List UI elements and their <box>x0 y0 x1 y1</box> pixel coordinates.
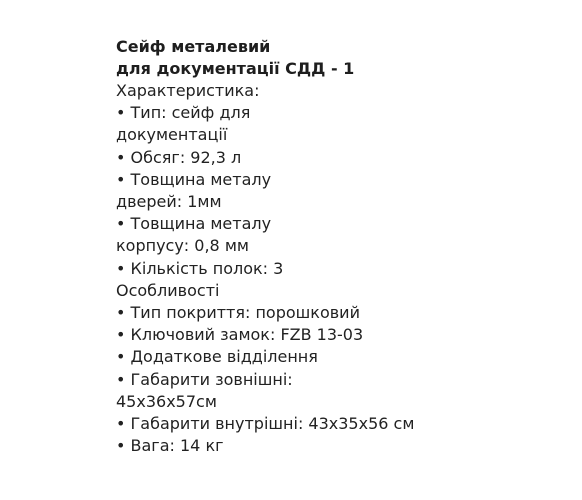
spec-type-line-2: документації <box>116 125 228 145</box>
spec-door-thickness-line-1: • Товщина металу <box>116 169 272 189</box>
spec-body-thickness-line-2: корпусу: 0,8 мм <box>116 236 249 256</box>
spec-type-line-1: • Тип: сейф для <box>116 103 251 123</box>
spec-door-thickness-line-2: дверей: 1мм <box>116 192 222 212</box>
feature-coating: • Тип покриття: порошковий <box>116 303 360 323</box>
features-heading: Особливості <box>116 280 220 300</box>
specs-list <box>116 80 556 457</box>
feature-outer-dimensions-line-1: • Габарити зовнішні: <box>116 369 293 389</box>
spec-body-thickness-line-1: • Товщина металу <box>116 214 272 234</box>
feature-extra-compartment: • Додаткове відділення <box>116 347 318 367</box>
spec-shelves: • Кількість полок: 3 <box>116 258 284 278</box>
feature-outer-dimensions-line-2: 45x36x57см <box>116 391 217 411</box>
characteristics-heading: Характеристика: <box>116 81 260 100</box>
product-title-line-1: Сейф металевий <box>116 37 271 56</box>
product-title <box>116 36 556 80</box>
spec-volume: • Обсяг: 92,3 л <box>116 147 242 167</box>
feature-weight: • Вага: 14 кг <box>116 436 224 456</box>
feature-inner-dimensions: • Габарити внутрішні: 43x35x56 см <box>116 414 415 434</box>
product-description <box>116 36 556 457</box>
feature-key-lock: • Ключовий замок: FZB 13-03 <box>116 325 364 345</box>
product-title-line-2: для документації СДД - 1 <box>116 59 355 78</box>
